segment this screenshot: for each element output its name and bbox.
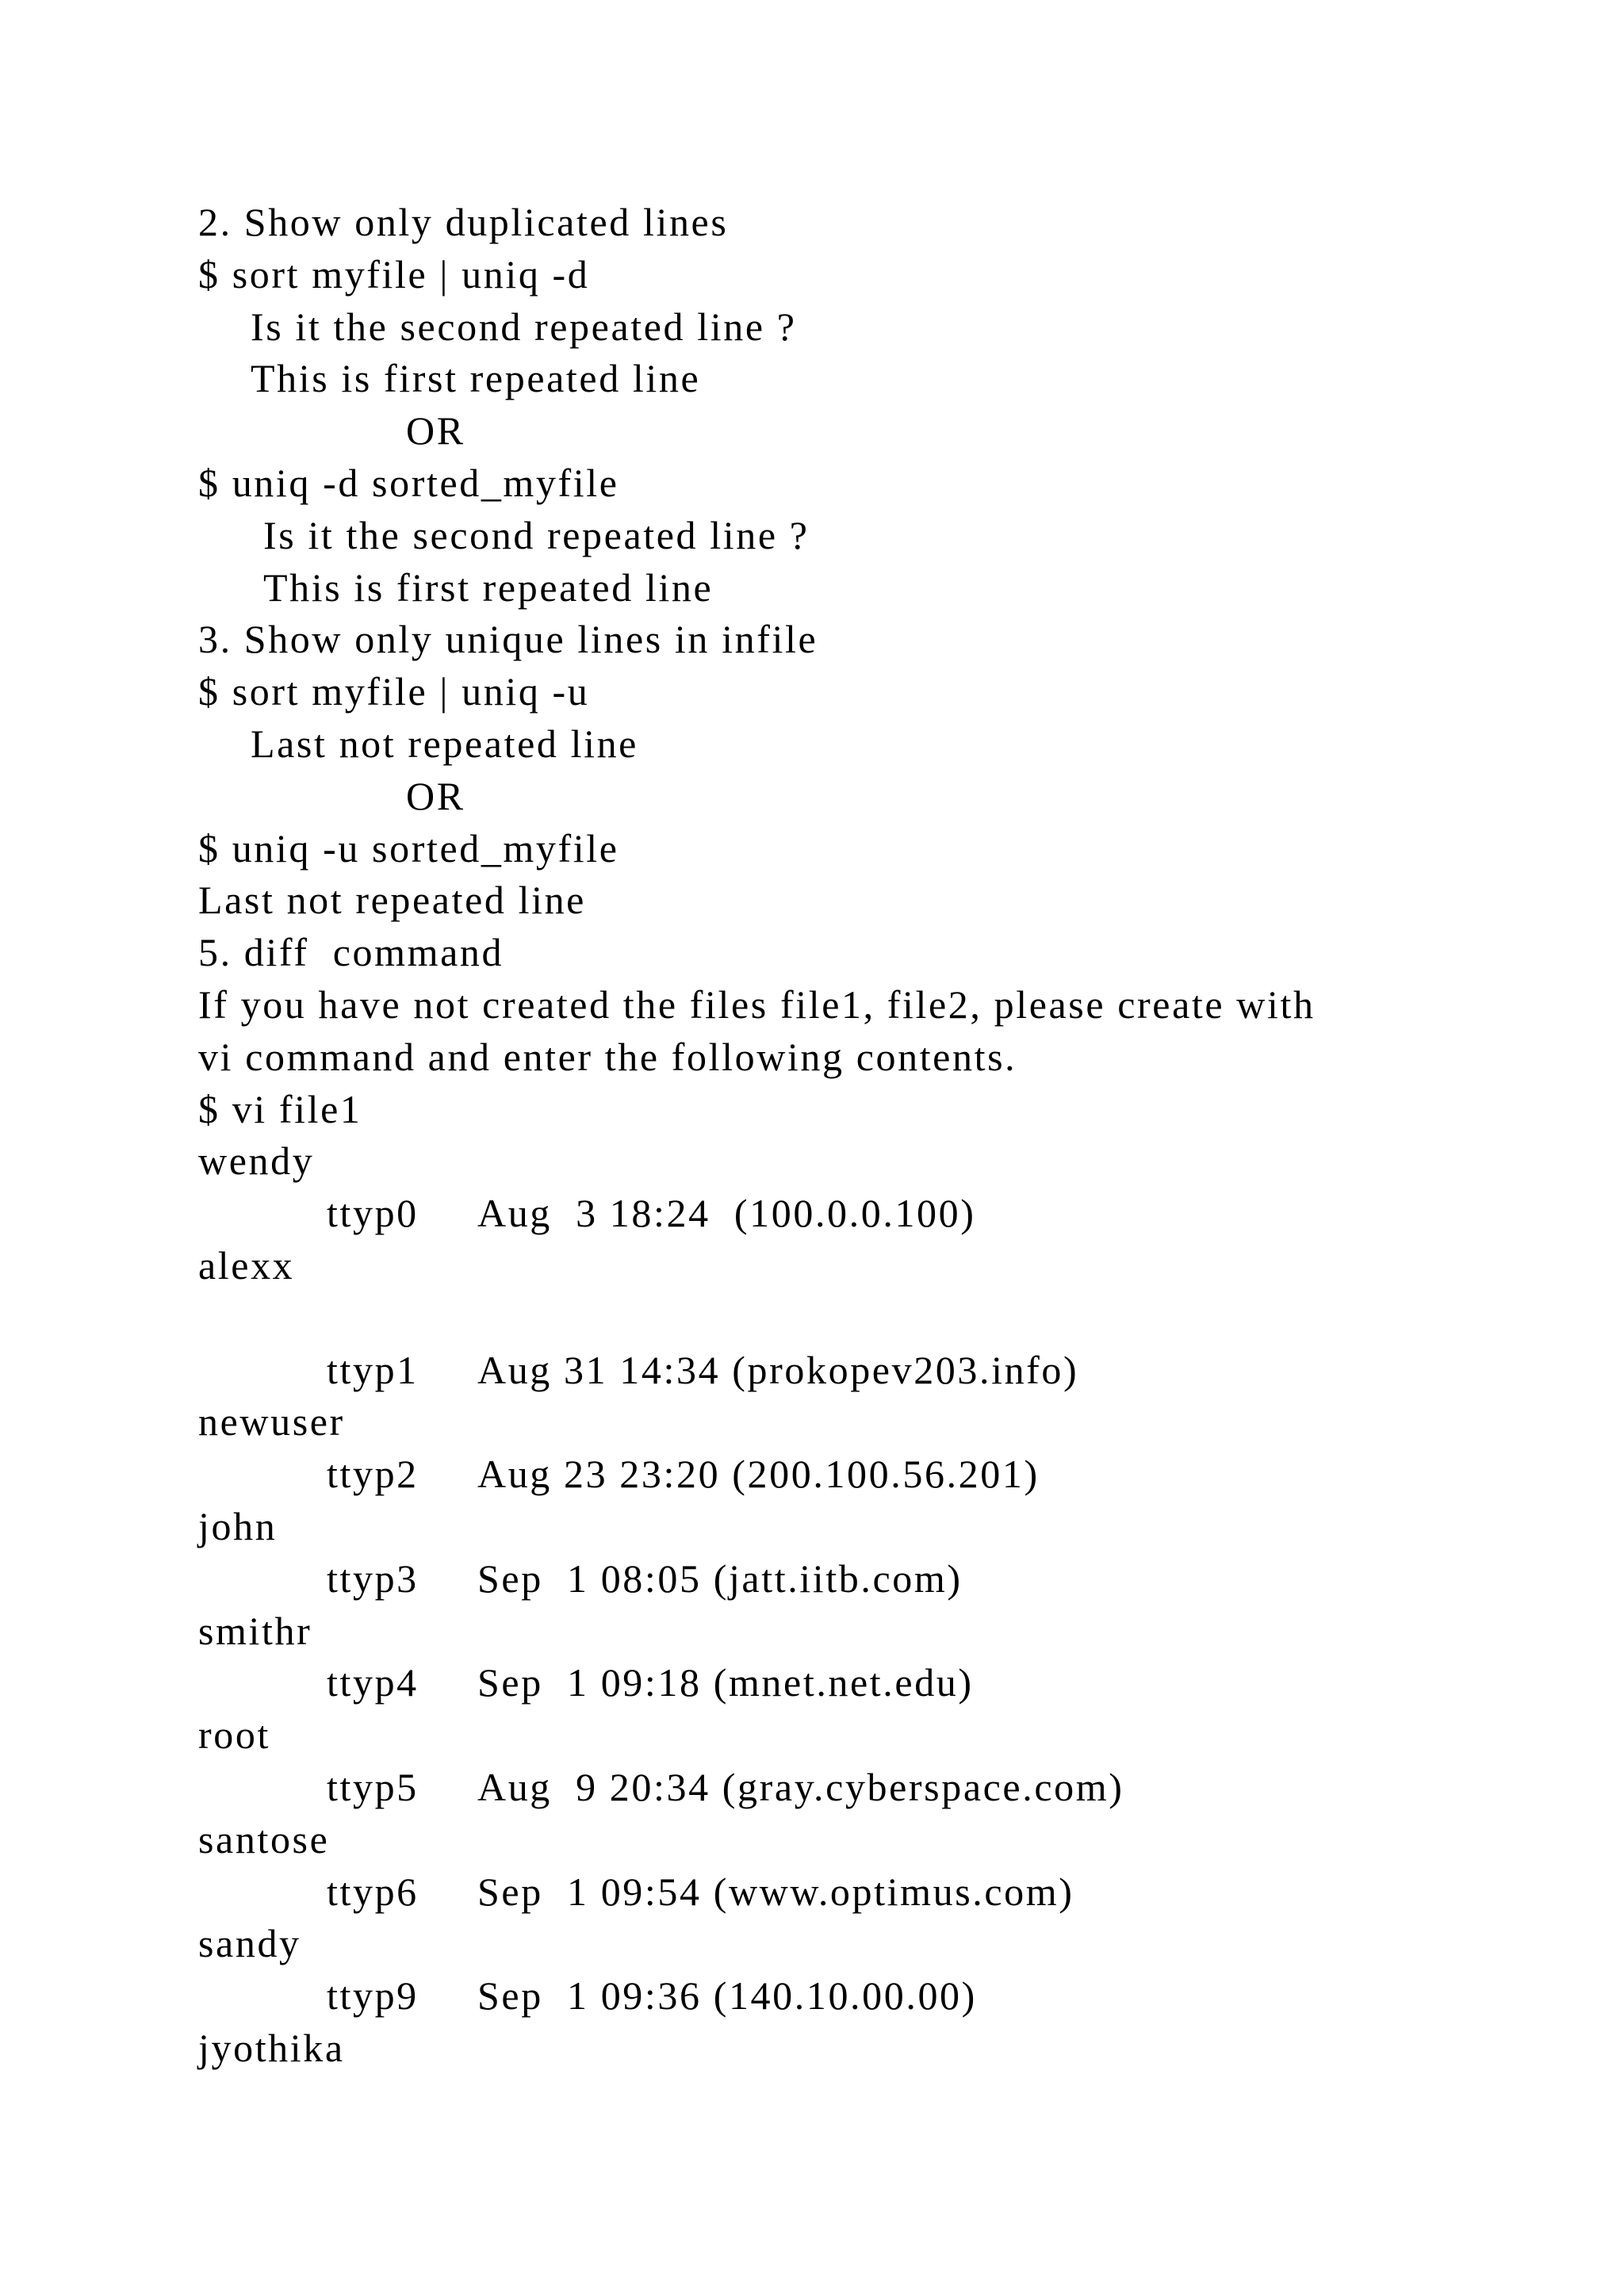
output-line: Is it the second repeated line ? — [251, 304, 797, 349]
session-line — [198, 1448, 1546, 1501]
user-name: santose — [198, 1816, 330, 1862]
command-sort-uniq-d: $ sort myfile | uniq -d — [198, 251, 590, 297]
session-tty: ttyp5 — [327, 1764, 419, 1809]
command-uniq-d-sorted: $ uniq -d sorted_myfile — [198, 460, 619, 505]
session-line — [198, 1188, 1546, 1240]
session-info: Sep 1 09:18 (mnet.net.edu) — [477, 1660, 974, 1705]
blank-line — [198, 1292, 1546, 1345]
or-separator: OR — [406, 408, 465, 453]
output-line: Last not repeated line — [198, 878, 586, 923]
session-tty: ttyp6 — [327, 1869, 419, 1914]
session-tty: ttyp9 — [327, 1973, 419, 2019]
session-info: Sep 1 08:05 (jatt.iitb.com) — [477, 1556, 963, 1601]
heading-unique-lines: 3. Show only unique lines in infile — [198, 617, 818, 662]
command-vi-file1: $ vi file1 — [198, 1086, 362, 1131]
session-tty: ttyp2 — [327, 1452, 419, 1497]
output-line: Is it the second repeated line ? — [263, 512, 810, 557]
user-name: jyothika — [198, 2025, 345, 2070]
session-info: Aug 31 14:34 (prokopev203.info) — [477, 1347, 1079, 1392]
session-tty: ttyp4 — [327, 1660, 419, 1705]
session-tty: ttyp3 — [327, 1556, 419, 1601]
user-name: john — [198, 1503, 278, 1548]
user-name: smithr — [198, 1608, 312, 1653]
document-body — [198, 197, 1546, 2075]
command-uniq-u-sorted: $ uniq -u sorted_myfile — [198, 825, 619, 871]
user-name: root — [198, 1712, 270, 1758]
session-line — [198, 1866, 1546, 1919]
command-sort-uniq-u: $ sort myfile | uniq -u — [198, 669, 590, 714]
user-name: wendy — [198, 1138, 315, 1184]
session-line — [198, 1970, 1546, 2022]
or-separator: OR — [406, 773, 465, 818]
session-info: Sep 1 09:36 (140.10.00.00) — [477, 1973, 977, 2019]
heading-diff-command: 5. diff command — [198, 930, 504, 975]
session-line — [198, 1657, 1546, 1709]
session-info: Aug 23 23:20 (200.100.56.201) — [477, 1452, 1040, 1497]
session-info: Sep 1 09:54 (www.optimus.com) — [477, 1869, 1074, 1914]
user-name: sandy — [198, 1921, 301, 1966]
session-tty: ttyp0 — [327, 1191, 419, 1236]
instruction-text: If you have not created the files file1, file2, please create with — [198, 982, 1316, 1027]
session-tty: ttyp1 — [327, 1347, 419, 1392]
output-line: Last not repeated line — [251, 721, 638, 766]
heading-duplicated-lines: 2. Show only duplicated lines — [198, 200, 729, 244]
session-info: Aug 9 20:34 (gray.cyberspace.com) — [477, 1764, 1124, 1809]
user-name: alexx — [198, 1242, 295, 1288]
session-line — [198, 1762, 1546, 1814]
output-line: This is first repeated line — [263, 564, 714, 610]
session-line — [198, 1345, 1546, 1397]
session-line — [198, 1553, 1546, 1605]
session-info: Aug 3 18:24 (100.0.0.100) — [477, 1191, 976, 1236]
user-name: newuser — [198, 1399, 345, 1445]
output-line: This is first repeated line — [251, 356, 701, 401]
instruction-text: vi command and enter the following contents. — [198, 1034, 1017, 1079]
